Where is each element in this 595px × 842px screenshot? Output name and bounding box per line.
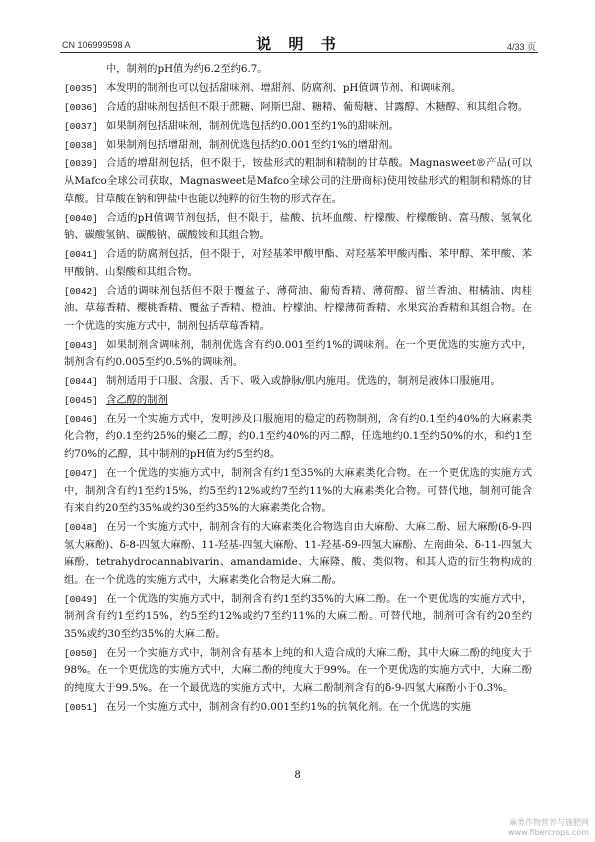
watermark: [508, 818, 589, 838]
paragraph: [64, 699, 532, 717]
paragraph-number: [0043]: [64, 339, 98, 351]
paragraph: [64, 411, 532, 464]
paragraph: [64, 210, 532, 245]
paragraph: [64, 99, 532, 117]
paragraph-number: [0047]: [64, 467, 98, 479]
paragraph-text: 如果制剂包括甜味剂，制剂优选包括约0.001至约1%的甜味剂。: [106, 119, 399, 132]
paragraph-number: [0046]: [64, 413, 98, 425]
paragraph: [64, 283, 532, 336]
paragraph-number: [0051]: [64, 701, 98, 713]
paragraph-number: [0050]: [64, 647, 98, 659]
paragraph-text: 如果制剂含调味剂，制剂优选含有约0.001至约1%的调味剂。在一个更优选的实施方式中，制剂含有约0.005至约0.5%的调味剂。: [64, 338, 532, 369]
document-title: 说 明 书: [256, 35, 342, 53]
paragraph: [64, 80, 532, 98]
paragraph-number: [0041]: [64, 249, 98, 261]
paragraph-number: [0040]: [64, 212, 98, 224]
paragraph-text: 合适的调味剂包括但不限于覆盆子、薄荷油、葡萄香精、薄荷醇、留兰香油、柑橘油、肉桂油、草莓香精、樱桃香精、覆盆子香精、橙油、柠檬油、柠檬薄荷香精、水果宾治香精和其组合物。在一个优选的实施方式中，制剂包括草莓香精。: [64, 284, 532, 332]
paragraph-number: [0039]: [64, 158, 98, 170]
paragraph-text: 在另一个实施方式中，制剂含有约0.001至约1%的抗氧化剂。在一个优选的实施: [106, 700, 472, 713]
paragraph: [64, 519, 532, 589]
paragraph-number: [0042]: [64, 285, 98, 297]
section-title: 含乙醇的制剂: [106, 393, 168, 406]
paragraph-text: 合适的甜味剂包括但不限于蔗糖、阿斯巴甜、糖精、葡萄糖、甘露醇、木糖醇、和其组合物。: [106, 100, 529, 113]
paragraph-text: 中，制剂的pH值为约6.2至约6.7。: [106, 63, 268, 75]
page-header: [60, 30, 538, 53]
page-number: 8: [294, 770, 301, 781]
paragraph: [64, 246, 532, 281]
paragraph: [64, 645, 532, 698]
paragraph-number: [0049]: [64, 593, 98, 605]
paragraph-number: [0038]: [64, 139, 98, 151]
paragraph-text: 在一个优选的实施方式中，制剂含有约1至35%的大麻素类化合物。在一个更优选的实施方式中，制剂含有约1至约15%，约5至约12%或约7至约11%的大麻素类化合物。可替代地，制剂可能含有来自约20至约35%或约30至约35%的大麻素类化合物。: [64, 466, 532, 515]
paragraph-number: [0048]: [64, 522, 98, 533]
paragraph-number: [0045]: [64, 394, 98, 406]
paragraph-text: 如果制剂包括增甜剂，制剂优选包括约0.001至约1%的增甜剂。: [106, 138, 399, 151]
paragraph-text: 在另一个实施方式中，制剂含有基本上纯的和人造合成的大麻二酚，其中大麻二酚的纯度大于98%。在一个更优选的实施方式中，大麻二酚的纯度大于99%。在一个更优选的实施方式中，大麻二酚的纯度大于99.5%。在一个最优选的实施方式中，大麻二酚制剂含有的δ-9-四氢大麻酚小于0.3%。: [64, 646, 532, 694]
paragraph: [64, 61, 532, 79]
paragraph: [64, 337, 532, 372]
paragraph: [64, 118, 532, 136]
paragraph: [64, 591, 532, 644]
paragraph-number: [0037]: [64, 120, 98, 132]
paragraph: [64, 465, 532, 518]
paragraph: [64, 137, 532, 155]
document-body: [64, 61, 532, 718]
paragraph: [64, 373, 532, 391]
paragraph-text: 合适的防腐剂包括，但不限于，对羟基苯甲酸甲酯、对羟基苯甲酸丙酯、苯甲醇、苯甲酸、苯甲酸钠、山梨酸和其组合物。: [64, 248, 532, 278]
paragraph-text: 制剂适用于口服、含服、舌下、吸入或静脉/肌内施用。优选的，制剂是液体口服施用。: [106, 375, 501, 388]
paragraph-text: 在另一个实施方式中，发明涉及口服施用的稳定的药物制剂，含有约0.1至约40%的大麻素类化合物，约0.1至约25%的聚乙二醇，约0.1至约40%的丙二醇，任选地约0.1至约50%的水，和约1至约70%的乙醇，其中制剂的pH值为约5至约8。: [64, 412, 532, 461]
paragraph-text: 在一个优选的实施方式中，制剂含有约1至约35%的大麻二酚。在一个更优选的实施方式中，制剂含有约1至约15%，约5至约12%或约7至约11%的大麻二酚。可替代地，制剂可含有约20至约35%或约30至约35%的大麻二酚。: [64, 592, 532, 640]
section-heading: [64, 392, 532, 410]
paragraph-text: 在另一个实施方式中，制剂含有的大麻素类化合物选自由大麻酚、大麻二酚、屈大麻酚(δ-9-四氢大麻酚)、δ-8-四氢大麻酚、11-羟基-四氢大麻酚、11-羟基-δ9-四氢大麻酚、左南曲朵、δ-11-四氢大麻酚、tetrahydrocannabivarin、amandamide、大麻隆、酸、类似物、和其人造的衍生物构成的组。在一个优选的实施方式中，大麻素类化合物是大麻二酚。: [64, 521, 532, 586]
paragraph-number: [0036]: [64, 101, 98, 113]
page-count: 4/33 页: [506, 42, 536, 52]
watermark-site-name: 麻类作物营养与施肥网: [509, 818, 589, 827]
paragraph-text: 本发明的制剂也可以包括甜味剂、增甜剂、防腐剂、pH值调节剂、和调味剂。: [106, 81, 462, 94]
watermark-url: www.fibercrops.com: [508, 828, 589, 837]
paragraph-number: [0035]: [64, 82, 98, 94]
patent-number: CN 106999598 A: [62, 40, 131, 50]
paragraph-text: 合适的增甜剂包括，但不限于，铵盐形式的粗制和精制的甘草酸。Magnasweet®产品(可以从Mafco全球公司获取，Magnasweet是Mafco全球公司的注册商标)使用铵盐形式的粗制和精炼的甘草酸。甘草酸在钠和钾盐中也能以纯粹的衍生物的形式存在。: [64, 157, 532, 205]
paragraph: [64, 155, 532, 208]
paragraph-number: [0044]: [64, 376, 98, 388]
paragraph-text: 合适的pH值调节剂包括，但不限于，盐酸、抗坏血酸、柠檬酸、柠檬酸钠、富马酸、氢氧化钠、碳酸氢钠、碳酸钠、碳酸铵和其组合物。: [64, 211, 532, 242]
